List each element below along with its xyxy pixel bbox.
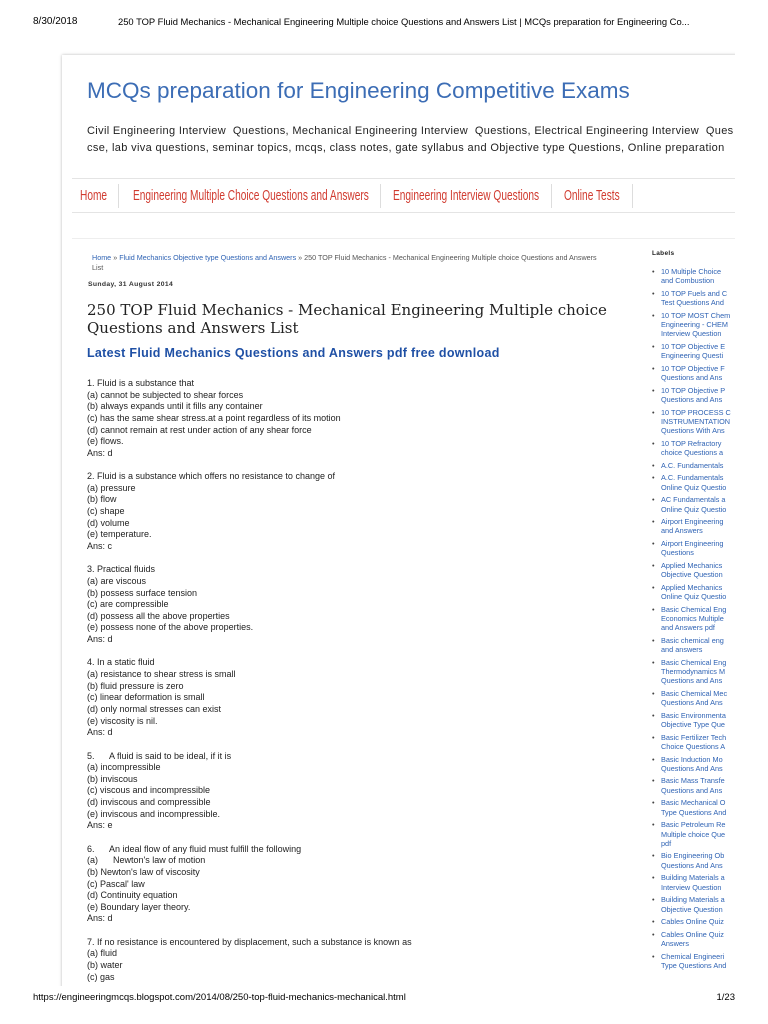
print-page-title: 250 TOP Fluid Mechanics - Mechanical Engineering Multiple choice Questions and Answers List | MCQs preparation for Engineering Co... [118, 16, 690, 27]
label-link-text: • Airport Engineering [661, 517, 724, 527]
question-option: (a) resistance to shear stress is small [87, 669, 236, 680]
label-link[interactable] [652, 342, 735, 361]
label-link[interactable] [652, 658, 735, 686]
question-stem: 5. A fluid is said to be ideal, if it is [87, 750, 232, 761]
question-option: (c) viscous and incompressible [87, 785, 211, 796]
question-option: (e) viscosity is nil. [87, 715, 158, 726]
nav-online-tests[interactable]: Online Tests [564, 188, 620, 204]
question-answer: Ans: d [87, 913, 113, 924]
label-link[interactable] [652, 895, 735, 914]
question-option: (d) only normal stresses can exist [87, 703, 222, 714]
label-link-text: • Airport Engineering [661, 538, 724, 548]
question-option: (c) shape [87, 506, 125, 517]
label-link-text: • 10 TOP Objective F [661, 363, 725, 373]
label-link[interactable] [652, 311, 735, 339]
label-link-text: Questions With Ans [661, 426, 725, 436]
label-link[interactable] [652, 755, 735, 774]
label-link-text: Interview Question [661, 329, 722, 339]
nav-divider [551, 184, 552, 208]
question-option: (d) volume [87, 517, 130, 528]
label-link-text: • Cables Online Quiz [661, 917, 724, 927]
label-link[interactable] [652, 267, 735, 286]
label-link-text: • Building Materials a [661, 873, 725, 883]
label-link-text: and Combustion [661, 276, 715, 286]
label-link-text: • 10 TOP Objective P [661, 385, 726, 395]
question-answer: Ans: e [87, 820, 113, 831]
label-link-text: • 10 TOP Refractory [661, 438, 722, 448]
label-link-text: Questions and Ans [661, 373, 723, 383]
label-link-text: and answers [661, 645, 703, 655]
question-option: (b) water [87, 960, 123, 971]
question-option: (d) Continuity equation [87, 890, 178, 901]
label-link-text: • Basic Chemical Eng [661, 604, 727, 614]
label-link-text: • Basic Petroleum Re [661, 820, 726, 830]
labels-list [652, 267, 735, 974]
label-link[interactable] [652, 917, 735, 926]
label-link-text: Type Questions And [661, 807, 727, 817]
label-link-text: and Answers [661, 526, 703, 536]
label-link-text: Questions [661, 548, 694, 558]
site-description-line: Civil Engineering Interview Questions, Mechanical Engineering Interview Questions, Electrical Engineering Interview Ques [87, 125, 734, 137]
label-link-text: Questions and Ans [661, 676, 723, 686]
post-subtitle: Latest Fluid Mechanics Questions and Answers pdf free download [87, 346, 500, 360]
question-option: (b) flow [87, 494, 117, 505]
post-title: 250 TOP Fluid Mechanics - Mechanical Engineering Multiple choice Questions and Answers List [87, 301, 607, 337]
label-link-text: Engineering - CHEM [661, 320, 728, 330]
question-stem: 4. In a static fluid [87, 657, 155, 668]
label-link-text: • Basic Chemical Eng [661, 657, 727, 667]
label-link-text: Test Questions And [661, 298, 724, 308]
label-link-text: • 10 Multiple Choice [661, 267, 722, 276]
question-option: (b) fluid pressure is zero [87, 680, 184, 691]
label-link-text: • Basic Mechanical O [661, 798, 726, 808]
label-link[interactable] [652, 539, 735, 558]
question-block [87, 657, 627, 738]
label-link-text: Questions and Ans [661, 785, 723, 795]
question-option: (b) possess surface tension [87, 587, 198, 598]
label-link[interactable] [652, 873, 735, 892]
printed-page [33, 40, 735, 986]
question-block [87, 844, 627, 925]
label-link-text: • 10 TOP Fuels and C [661, 288, 728, 298]
label-link-text: INSTRUMENTATION [661, 416, 731, 426]
label-link[interactable] [652, 776, 735, 795]
label-link-text: Thermodynamics M [661, 667, 726, 677]
question-answer: Ans: c [87, 540, 113, 551]
label-link-text: • Applied Mechanics [661, 582, 723, 592]
label-link-text: • Basic chemical eng [661, 635, 724, 645]
question-stem: 3. Practical fluids [87, 564, 156, 575]
question-option: (c) are compressible [87, 599, 169, 610]
breadcrumb [92, 253, 607, 273]
question-option: (c) has the same shear stress.at a point regardless of its motion [87, 412, 341, 423]
nav-engineering-mcq[interactable]: Engineering Multiple Choice Questions and Answers [133, 188, 369, 204]
question-block [87, 471, 627, 552]
label-link[interactable] [652, 851, 735, 870]
label-link[interactable] [652, 439, 735, 458]
question-option: (e) flows. [87, 436, 124, 447]
question-option: (d) inviscous and compressible [87, 797, 211, 808]
site-description-line: cse, lab viva questions, seminar topics, mcqs, class notes, gate syllabus and Objective type Questions, Online preparation [87, 142, 725, 154]
label-link-text: Questions And Ans [661, 860, 723, 870]
breadcrumb-category-link[interactable]: Fluid Mechanics Objective type Questions and Answers [119, 253, 297, 262]
print-page-number: 1/23 [716, 992, 735, 1003]
label-link-text: Online Quiz Questio [661, 592, 727, 602]
label-link-text: • Basic Induction Mo [661, 754, 723, 764]
question-option: (c) Pascal' law [87, 878, 145, 889]
question-block [87, 378, 627, 459]
label-link-text: Questions And Ans [661, 698, 723, 708]
label-link-text: • Basic Environmenta [661, 710, 726, 720]
labels-heading: Labels [652, 250, 675, 257]
label-link-text: Objective Question [661, 570, 723, 580]
question-stem: 1. Fluid is a substance that [87, 378, 195, 388]
label-link[interactable] [652, 820, 735, 848]
label-link[interactable] [652, 636, 735, 655]
label-link[interactable] [652, 517, 735, 536]
label-link-text: • 10 TOP Objective E [661, 341, 726, 351]
label-link[interactable] [652, 733, 735, 752]
label-link-text: Type Questions And [661, 960, 727, 970]
label-link-text: • Basic Chemical Mec [661, 688, 728, 698]
question-option: (e) temperature. [87, 529, 152, 540]
label-link-text: • Basic Fertilizer Tech [661, 732, 727, 742]
print-footer-url: https://engineeringmcqs.blogspot.com/2014/08/250-top-fluid-mechanics-mechanical.html [33, 992, 406, 1003]
question-option: (c) gas [87, 971, 115, 982]
label-link[interactable] [652, 561, 735, 580]
content-divider [72, 238, 735, 239]
question-option: (a) incompressible [87, 762, 161, 773]
label-link[interactable] [652, 798, 735, 817]
question-block [87, 564, 627, 645]
label-link[interactable] [652, 473, 735, 492]
post-date: Sunday, 31 August 2014 [88, 281, 174, 288]
question-block [87, 751, 627, 832]
label-link[interactable] [652, 583, 735, 602]
question-option: (a) Newton's law of motion [87, 855, 206, 866]
label-link[interactable] [652, 289, 735, 308]
nav-divider [118, 184, 119, 208]
question-option: (b) Newton's law of viscosity [87, 866, 200, 877]
site-description [87, 123, 734, 157]
label-link-text: Economics Multiple [661, 613, 724, 623]
question-answer: Ans: d [87, 447, 113, 458]
nav-engineering-interview[interactable]: Engineering Interview Questions [393, 188, 540, 204]
label-link-text: and Answers pdf [661, 623, 715, 633]
label-link-text: • AC Fundamentals a [661, 495, 726, 505]
question-option: (e) Boundary layer theory. [87, 901, 191, 912]
question-option: (a) fluid [87, 948, 118, 959]
question-stem: 2. Fluid is a substance which offers no resistance to change of [87, 471, 335, 482]
label-link-text: Interview Question [661, 882, 722, 892]
nav-divider [380, 184, 381, 208]
label-link-text: Online Quiz Questio [661, 482, 727, 492]
question-option: (b) inviscous [87, 773, 138, 784]
label-link-text: choice Questions a [661, 448, 724, 458]
question-option: (c) linear deformation is small [87, 692, 205, 703]
label-link-text: Questions And Ans [661, 763, 723, 773]
label-link[interactable] [652, 364, 735, 383]
label-link-text: Online Quiz Questio [661, 504, 727, 514]
question-answer: Ans: d [87, 634, 113, 645]
breadcrumb-separator: » [298, 253, 303, 262]
label-link-text: • 10 TOP PROCESS C [661, 407, 731, 417]
post-body [87, 378, 627, 986]
site-title-link[interactable]: MCQs preparation for Engineering Competitive Exams [87, 78, 630, 103]
question-option: (e) possess none of the above properties. [87, 622, 254, 633]
label-link[interactable] [652, 952, 735, 971]
print-date: 8/30/2018 [33, 16, 78, 27]
label-link-text: Multiple choice Que [661, 829, 726, 839]
label-link-text: Answers [661, 939, 689, 949]
label-link-text: • Applied Mechanics [661, 560, 723, 570]
breadcrumb-home-link[interactable]: Home [92, 253, 112, 262]
label-link-text: • A.C. Fundamentals [661, 473, 724, 483]
label-link[interactable] [652, 408, 735, 436]
breadcrumb-current: 250 TOP Fluid Mechanics - Mechanical Engineering Multiple choice Questions and Answers List [92, 253, 597, 272]
question-option: (d) possess all the above properties [87, 610, 230, 621]
label-link[interactable] [652, 605, 735, 633]
label-link[interactable] [652, 495, 735, 514]
blog-frame [62, 55, 735, 986]
label-link-text: • Building Materials a [661, 895, 725, 905]
label-link-text: Choice Questions A [661, 742, 726, 751]
label-link-text: • Chemical Engineeri [661, 951, 725, 961]
breadcrumb-separator: » [113, 253, 118, 262]
question-option: (b) always expands until it fills any container [87, 401, 263, 412]
nav-divider [632, 184, 633, 208]
label-link-text: • 10 TOP MOST Chem [661, 310, 731, 320]
question-option: (e) inviscous and incompressible. [87, 808, 221, 819]
main-nav [72, 178, 735, 213]
label-link-text: Questions and Ans [661, 395, 723, 405]
nav-home[interactable]: Home [80, 188, 108, 204]
label-link-text: • Bio Engineering Ob [661, 851, 725, 861]
label-link-text: • Cables Online Quiz [661, 929, 724, 939]
label-link-text: Objective Question [661, 904, 723, 914]
question-block [87, 937, 627, 984]
label-link[interactable] [652, 711, 735, 730]
question-stem: 7. If no resistance is encountered by displacement, such a substance is known as [87, 936, 412, 947]
label-link[interactable] [652, 689, 735, 708]
label-link-text: Engineering Questi [661, 351, 724, 361]
label-link[interactable] [652, 461, 735, 470]
label-link[interactable] [652, 386, 735, 405]
label-link-text: • Basic Mass Transfe [661, 776, 725, 786]
question-option: (a) cannot be subjected to shear forces [87, 389, 244, 400]
label-link[interactable] [652, 930, 735, 949]
question-option: (d) cannot remain at rest under action of any shear force [87, 424, 312, 435]
question-stem: 6. An ideal flow of any fluid must fulfill the following [87, 843, 302, 854]
question-answer: Ans: d [87, 727, 113, 738]
question-option: (a) are viscous [87, 575, 147, 586]
label-link-text: • A.C. Fundamentals [661, 460, 724, 470]
question-option: (a) pressure [87, 482, 136, 493]
label-link-text: pdf [661, 838, 672, 848]
label-link-text: Objective Type Que [661, 720, 725, 730]
